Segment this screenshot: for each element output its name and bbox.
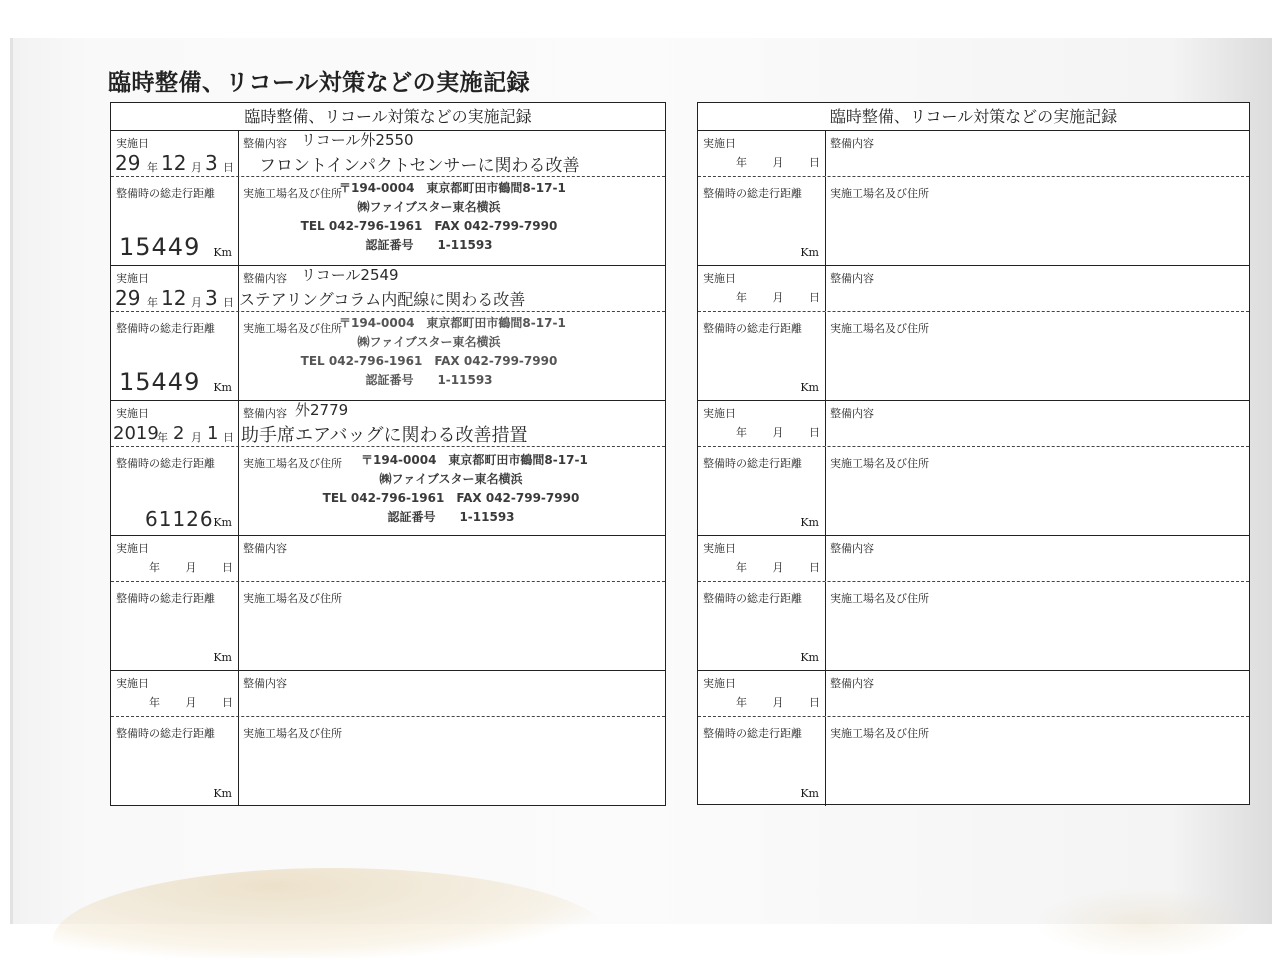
content-cell xyxy=(826,536,1249,581)
content-cell xyxy=(239,131,665,176)
date-label: 実施日 xyxy=(703,677,736,690)
distance-cell xyxy=(111,717,239,806)
handwritten-month: 12 xyxy=(161,286,187,310)
distance-label: 整備時の総走行距離 xyxy=(703,322,802,335)
year-label: 年 xyxy=(736,696,747,709)
record-row-date-content xyxy=(111,536,665,582)
day-label: 日 xyxy=(809,561,820,574)
stamp-company: ㈱ファイブスター東名横浜 xyxy=(357,335,501,349)
year-label: 年 xyxy=(149,696,160,709)
ymd-labels xyxy=(736,694,820,710)
distance-cell xyxy=(698,717,826,806)
date-label: 実施日 xyxy=(116,677,149,690)
month-label: 月 xyxy=(772,696,784,709)
shop-cell xyxy=(826,312,1249,400)
shop-cell xyxy=(239,717,665,806)
ymd-labels xyxy=(736,559,820,575)
dealer-stamp xyxy=(279,314,579,390)
ymd-labels xyxy=(736,154,820,170)
record-row-date-content xyxy=(698,671,1249,717)
handwritten-year: 29 xyxy=(115,151,141,175)
date-label: 実施日 xyxy=(116,272,149,285)
date-cell xyxy=(698,536,826,581)
record-entry xyxy=(111,131,665,266)
date-cell xyxy=(698,131,826,176)
record-row-distance-shop xyxy=(111,717,665,806)
ymd-labels xyxy=(736,424,820,440)
record-entry-blank xyxy=(698,671,1249,806)
record-entry xyxy=(111,401,665,536)
record-entry-blank xyxy=(698,266,1249,401)
shop-cell xyxy=(239,312,665,400)
date-label: 実施日 xyxy=(703,542,736,555)
content-cell xyxy=(239,266,665,311)
form-title: 臨時整備、リコール対策などの実施記録 xyxy=(111,103,665,131)
dealer-stamp xyxy=(279,179,579,255)
record-row-distance-shop xyxy=(111,582,665,670)
content-label: 整備内容 xyxy=(243,542,287,555)
distance-cell xyxy=(698,447,826,535)
ymd-labels xyxy=(149,694,233,710)
stamp-cert: 認証番号 1-11593 xyxy=(365,373,493,387)
distance-cell xyxy=(698,582,826,670)
handwritten-month: 2 xyxy=(173,423,185,444)
content-label: 整備内容 xyxy=(830,137,874,150)
date-cell xyxy=(698,401,826,446)
handwritten-content-line2: フロントインパクトセンサーに関わる改善 xyxy=(259,156,580,176)
shop-cell xyxy=(239,447,665,535)
shop-cell xyxy=(826,177,1249,265)
day-label: 日 xyxy=(809,291,820,304)
content-label: 整備内容 xyxy=(830,677,874,690)
content-label: 整備内容 xyxy=(830,407,874,420)
record-row-distance-shop xyxy=(698,177,1249,265)
date-cell xyxy=(111,401,239,446)
day-label: 日 xyxy=(223,296,234,309)
shop-label: 実施工場名及び住所 xyxy=(830,322,929,335)
distance-cell xyxy=(111,312,239,400)
record-row-date-content xyxy=(698,131,1249,177)
record-row-date-content xyxy=(111,671,665,717)
stamp-company: ㈱ファイブスター東名横浜 xyxy=(357,200,501,214)
record-form-right xyxy=(697,102,1250,805)
content-cell xyxy=(826,131,1249,176)
date-cell xyxy=(111,131,239,176)
content-cell xyxy=(239,401,665,446)
month-label: 月 xyxy=(191,161,202,174)
month-label: 月 xyxy=(772,561,784,574)
content-cell xyxy=(826,671,1249,716)
shop-cell xyxy=(826,582,1249,670)
day-label: 日 xyxy=(223,161,234,174)
record-row-date-content xyxy=(698,401,1249,447)
shop-label: 実施工場名及び住所 xyxy=(243,727,342,740)
day-label: 日 xyxy=(222,561,233,574)
content-cell xyxy=(239,671,665,716)
stamp-phone: TEL 042-796-1961 FAX 042-799-7990 xyxy=(300,219,558,233)
shop-label: 実施工場名及び住所 xyxy=(830,187,929,200)
record-row-date-content xyxy=(111,266,665,312)
record-entry-blank xyxy=(111,671,665,806)
record-row-distance-shop xyxy=(111,177,665,265)
date-label: 実施日 xyxy=(703,272,736,285)
day-label: 日 xyxy=(809,156,820,169)
stamp-phone: TEL 042-796-1961 FAX 042-799-7990 xyxy=(300,354,558,368)
shop-label: 実施工場名及び住所 xyxy=(830,592,929,605)
km-unit: Km xyxy=(800,787,819,800)
handwritten-content-line1: リコール外2550 xyxy=(301,131,414,149)
shop-label: 実施工場名及び住所 xyxy=(243,457,342,470)
distance-cell xyxy=(698,312,826,400)
date-label: 実施日 xyxy=(116,407,149,420)
record-row-distance-shop xyxy=(111,312,665,400)
month-label: 月 xyxy=(191,296,202,309)
distance-label: 整備時の総走行距離 xyxy=(116,727,215,740)
date-label: 実施日 xyxy=(116,542,149,555)
day-label: 日 xyxy=(809,426,820,439)
distance-label: 整備時の総走行距離 xyxy=(116,187,215,200)
handwritten-distance: 15449 xyxy=(119,368,201,396)
km-unit: Km xyxy=(800,246,819,259)
stamp-phone: TEL 042-796-1961 FAX 042-799-7990 xyxy=(322,491,580,505)
distance-label: 整備時の総走行距離 xyxy=(116,457,215,470)
record-entry-blank xyxy=(698,536,1249,671)
shop-label: 実施工場名及び住所 xyxy=(830,457,929,470)
water-stain-right xyxy=(1033,888,1253,958)
date-label: 実施日 xyxy=(703,137,736,150)
record-entry-blank xyxy=(111,536,665,671)
month-label: 月 xyxy=(772,426,784,439)
km-unit: Km xyxy=(213,516,232,529)
record-entry xyxy=(111,266,665,401)
handwritten-content-line1: リコール2549 xyxy=(301,266,399,284)
km-unit: Km xyxy=(800,651,819,664)
date-label: 実施日 xyxy=(116,137,149,150)
stamp-address: 〒194-0004 東京都町田市鶴間8-17-1 xyxy=(339,181,566,195)
km-unit: Km xyxy=(213,381,232,394)
content-label: 整備内容 xyxy=(243,272,287,285)
year-label: 年 xyxy=(157,431,168,444)
content-cell xyxy=(826,266,1249,311)
distance-cell xyxy=(698,177,826,265)
record-form-left xyxy=(110,102,666,806)
km-unit: Km xyxy=(800,381,819,394)
stamp-cert: 認証番号 1-11593 xyxy=(365,238,493,252)
date-cell xyxy=(698,671,826,716)
record-row-distance-shop xyxy=(698,582,1249,670)
content-cell xyxy=(239,536,665,581)
day-label: 日 xyxy=(223,431,234,444)
content-label: 整備内容 xyxy=(830,272,874,285)
day-label: 日 xyxy=(222,696,233,709)
record-row-distance-shop xyxy=(698,447,1249,535)
handwritten-day: 1 xyxy=(207,423,219,444)
handwritten-day: 3 xyxy=(205,151,218,175)
record-row-date-content xyxy=(111,401,665,447)
handwritten-content-line2: ステアリングコラム内配線に関わる改善 xyxy=(239,290,526,309)
stamp-cert: 認証番号 1-11593 xyxy=(387,510,515,524)
year-label: 年 xyxy=(147,161,158,174)
page-heading: 臨時整備、リコール対策などの実施記録 xyxy=(108,70,531,96)
date-cell xyxy=(111,536,239,581)
content-label: 整備内容 xyxy=(243,137,287,150)
date-cell xyxy=(698,266,826,311)
record-entry-blank xyxy=(698,131,1249,266)
distance-cell xyxy=(111,177,239,265)
shop-cell xyxy=(826,717,1249,806)
water-stain xyxy=(53,868,613,958)
distance-cell xyxy=(111,447,239,535)
form-title: 臨時整備、リコール対策などの実施記録 xyxy=(698,103,1249,131)
month-label: 月 xyxy=(185,696,197,709)
content-cell xyxy=(826,401,1249,446)
year-label: 年 xyxy=(736,156,747,169)
shop-label: 実施工場名及び住所 xyxy=(243,592,342,605)
km-unit: Km xyxy=(800,516,819,529)
distance-label: 整備時の総走行距離 xyxy=(703,457,802,470)
ymd-labels xyxy=(736,289,820,305)
distance-label: 整備時の総走行距離 xyxy=(116,322,215,335)
year-label: 年 xyxy=(736,291,747,304)
handwritten-distance: 61126 xyxy=(145,507,214,531)
month-label: 月 xyxy=(185,561,197,574)
distance-label: 整備時の総走行距離 xyxy=(703,187,802,200)
handwritten-distance: 15449 xyxy=(119,233,201,261)
shop-label: 実施工場名及び住所 xyxy=(243,187,342,200)
month-label: 月 xyxy=(772,291,784,304)
content-label: 整備内容 xyxy=(243,407,287,420)
dealer-stamp xyxy=(301,451,601,527)
stamp-address: 〒194-0004 東京都町田市鶴間8-17-1 xyxy=(339,316,566,330)
stamp-company: ㈱ファイブスター東名横浜 xyxy=(379,472,523,486)
handwritten-day: 3 xyxy=(205,286,218,310)
shop-label: 実施工場名及び住所 xyxy=(830,727,929,740)
date-label: 実施日 xyxy=(703,407,736,420)
km-unit: Km xyxy=(213,246,232,259)
record-row-date-content xyxy=(698,536,1249,582)
record-entry-blank xyxy=(698,401,1249,536)
shop-cell xyxy=(239,177,665,265)
month-label: 月 xyxy=(772,156,784,169)
date-cell xyxy=(111,266,239,311)
year-label: 年 xyxy=(736,426,747,439)
year-label: 年 xyxy=(147,296,158,309)
handwritten-content-line1: 外2779 xyxy=(295,401,349,419)
stamp-address: 〒194-0004 東京都町田市鶴間8-17-1 xyxy=(361,453,588,467)
year-label: 年 xyxy=(149,561,160,574)
record-row-date-content xyxy=(698,266,1249,312)
distance-label: 整備時の総走行距離 xyxy=(116,592,215,605)
km-unit: Km xyxy=(213,787,232,800)
distance-label: 整備時の総走行距離 xyxy=(703,592,802,605)
month-label: 月 xyxy=(191,431,202,444)
record-row-date-content xyxy=(111,131,665,177)
record-row-distance-shop xyxy=(111,447,665,535)
km-unit: Km xyxy=(213,651,232,664)
year-label: 年 xyxy=(736,561,747,574)
day-label: 日 xyxy=(809,696,820,709)
record-row-distance-shop xyxy=(698,312,1249,400)
shop-cell xyxy=(826,447,1249,535)
shop-cell xyxy=(239,582,665,670)
content-label: 整備内容 xyxy=(830,542,874,555)
content-label: 整備内容 xyxy=(243,677,287,690)
date-cell xyxy=(111,671,239,716)
handwritten-year: 29 xyxy=(115,286,141,310)
ymd-labels xyxy=(149,559,233,575)
shop-label: 実施工場名及び住所 xyxy=(243,322,342,335)
distance-cell xyxy=(111,582,239,670)
record-row-distance-shop xyxy=(698,717,1249,806)
handwritten-year: 2019 xyxy=(113,423,159,444)
distance-label: 整備時の総走行距離 xyxy=(703,727,802,740)
handwritten-content-line2: 助手席エアバッグに関わる改善措置 xyxy=(241,425,528,446)
handwritten-month: 12 xyxy=(161,151,187,175)
